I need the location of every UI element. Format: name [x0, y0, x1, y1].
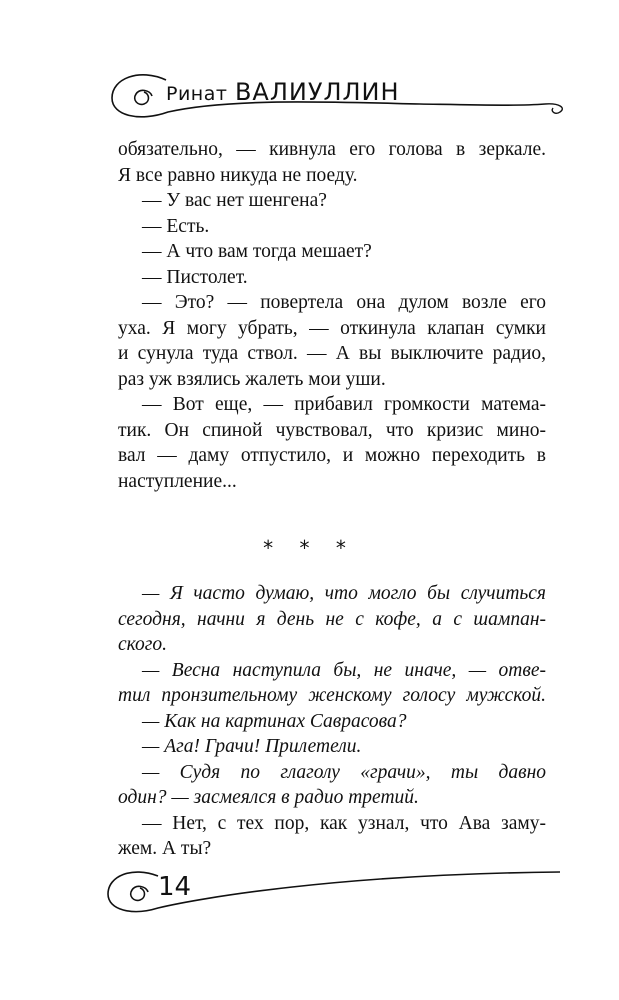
text-line: — Как на картинах Саврасова? [142, 710, 407, 732]
section-separator: * * * [263, 536, 356, 560]
author-first-name: Ринат [166, 83, 228, 105]
page-footer [0, 862, 619, 922]
text-line: сегодня, начни я день не с кофе, а с шампан- [118, 608, 546, 630]
text-line: Я все равно никуда не поеду. [118, 164, 358, 186]
text-line: тик. Он спиной чувствовал, что кризис мино- [118, 419, 546, 441]
text-line: — Судя по глаголу «грачи», ты давно [142, 761, 546, 783]
text-line: — Есть. [142, 215, 210, 237]
text-line: — Нет, с тех пор, как узнал, что Ава заму- [142, 812, 546, 834]
text-line: наступление... [118, 470, 237, 492]
text-line: — Я часто думаю, что могло бы случиться [142, 583, 546, 604]
text-line: и сунула туда ствол. — А вы выключите радио, [118, 343, 546, 364]
text-line: — Пистолет. [142, 266, 248, 288]
text-line: тил пронзительному женскому голосу мужской. [118, 685, 546, 706]
text-line: ского. [118, 634, 168, 655]
text-line: — Весна наступила бы, не иначе, — отве- [142, 659, 546, 681]
text-line: раз уж взялись жалеть мои уши. [118, 368, 386, 390]
text-line: — Это? — повертела она дулом возле его [142, 292, 546, 313]
text-line: обязательно, — кивнула его голова в зеркале. [118, 139, 546, 160]
text-line: уха. Я могу убрать, — откинула клапан сумки [118, 317, 546, 339]
author-last-name: ВАЛИУЛЛИН [234, 78, 400, 106]
text-line: один? — засмеялся в радио третий. [118, 787, 419, 808]
text-line: — А что вам тогда мешает? [142, 241, 372, 262]
running-header [0, 60, 619, 130]
footer-swirl-ornament [0, 862, 619, 922]
text-line: — У вас нет шенгена? [142, 190, 327, 211]
text-block-dialogue [118, 581, 546, 862]
text-line: жем. А ты? [118, 838, 212, 859]
author-name [166, 78, 400, 106]
text-line: — Ага! Грачи! Прилетели. [142, 736, 362, 757]
text-line: — Вот еще, — прибавил громкости матема- [142, 394, 546, 415]
text-block-prose [118, 137, 546, 494]
text-line: вал — даму отпустило, и можно переходить в [118, 445, 546, 466]
page-number: 14 [158, 872, 192, 902]
